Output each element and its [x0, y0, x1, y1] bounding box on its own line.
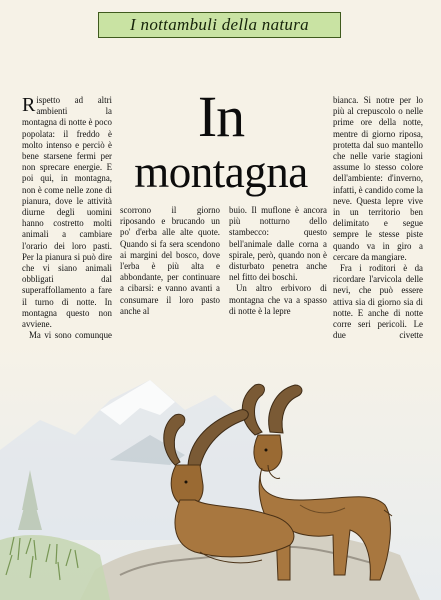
paragraph: Rispetto ad altri ambienti la montagna di notte è poco popolata: il freddo è molto intenso e perciò è bene starsene fermi per non sprecare energie. E poi qui, in montagna, non è come nelle zone di pianura, dove le attività diurne degli uomini hanno costretto molti animali a cambiare l'orario dei loro pasti. Per la pianura si può dire che vi siano animali obbligati dal superaffollamento a fare il turno di notte. In montagna questo non avviene.: [22, 94, 112, 330]
banner-title: I nottambuli della natura: [130, 15, 309, 34]
title-line-2: montagna: [134, 147, 308, 197]
paragraph: Ma vi sono comunque: [29, 330, 112, 341]
text-column-3: [229, 205, 327, 317]
drop-cap: R: [22, 94, 36, 116]
paragraph: buio. Il muflone è ancora più notturno dello stambecco: questo bell'animale dalle corna a spirale, però, quando non è disturbato penetra anche nel fitto dei boschi.: [229, 205, 327, 283]
text-column-2: [120, 205, 220, 317]
title-line-1: In: [197, 84, 245, 149]
paragraph: Fra i roditori è da ricordare l'arvicola delle nevi, che può essere attiva sia di giorno sia di notte. E anche di notte corre seri pericoli. Le due civette: [333, 263, 423, 341]
ibex-illustration: [0, 340, 441, 600]
paragraph: scorrono il giorno riposando e brucando un po' d'erba alle alte quote. Quando si fa sera scendono ai margini del bosco, dove l'erba è più alta e abbondante, per continuare a cibarsi: e vanno avanti a consumare il loro pasto anche al: [120, 205, 220, 316]
paragraph: Un altro erbivoro di montagna che va a spasso di notte è la lepre: [229, 283, 327, 316]
article-title: [110, 84, 332, 197]
paragraph: bianca. Si notre per lo più al crepuscolo o nelle prime ore della notte, mentre di giorno riposa, protetta dal suo mantello che nelle varie stagioni assume lo stesso colore dell'ambiente: d'inverno, infatti, è candido come la neve. Questa lepre vive in un territorio ben delimitato e segue sempre le stesse piste quando va in giro a cercare da mangiare.: [333, 95, 423, 262]
section-banner: [98, 12, 341, 38]
